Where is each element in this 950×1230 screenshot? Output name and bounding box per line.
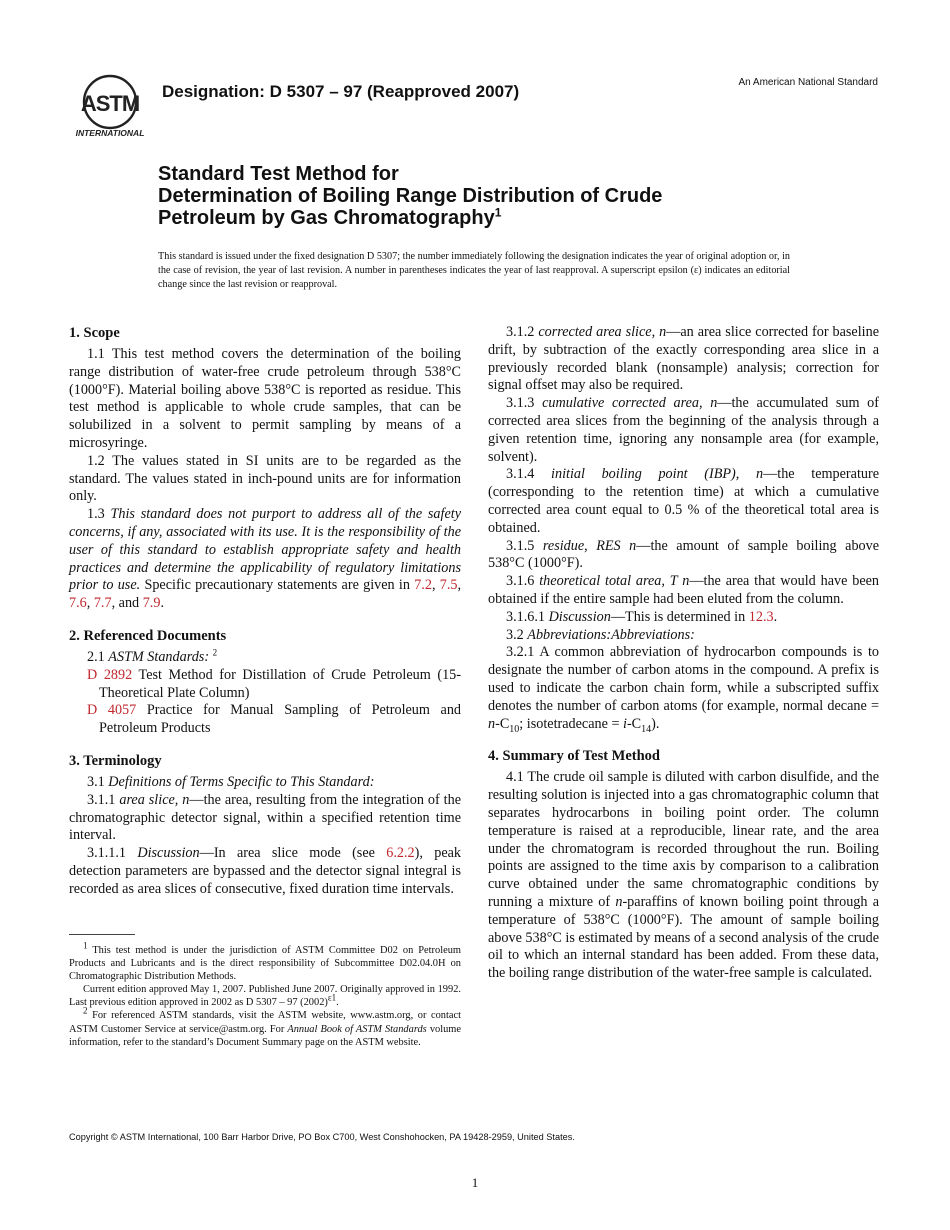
left-column [69, 324, 461, 899]
copyright: Copyright © ASTM International, 100 Barr Harbor Drive, PO Box C700, West Conshohocken, PA 19428-2959, United States. [69, 1132, 575, 1142]
scope-1-2: 1.2 The values stated in SI units are to be regarded as the standard. The values stated in inch-pound units are for information only. [69, 452, 461, 505]
ref-7-6[interactable]: 7.6 [69, 595, 87, 612]
link-d4057[interactable]: D 4057 [87, 702, 137, 719]
ref-doc-d2892: D 2892 Test Method for Distillation of Crude Petroleum (15-Theoretical Plate Column) [87, 666, 461, 701]
title-line-1: Standard Test Method for [158, 163, 399, 185]
term-3-1-1-1: 3.1.1.1 Discussion—In area slice mode (see 6.2.2), peak detection parameters are bypassed and the detector signal integral is recorded as area slices of consecutive, fixed duration time intervals. [69, 845, 462, 897]
title-footnote-mark: 1 [494, 205, 502, 220]
footnote-rule [69, 934, 135, 935]
scope-1-3: 1.3 This standard does not purport to address all of the safety concerns, if any, associated with its use. It is the responsibility of the user of this standard to establish appropriate safety and health practices and determine the applicability of regulatory limitations prior to use. Specific precautionary statements are given in 7.2, 7.5, 7.6, 7.7, and 7.9. [69, 506, 462, 612]
footnote-1-edition: Current edition approved May 1, 2007. Published June 2007. Originally approved in 1992. Last previous edition approved in 2002 as D 5307 – 97 $(2002)^{\varepsilon 1}$. [69, 984, 461, 1009]
term-3-1-4: 3.1.4 initial boiling point (IBP), n—the temperature (corresponding to the retention time) at which a cumulative corrected area count equal to 0.5 % of the theoretical total area is obtained. [488, 466, 879, 536]
logo-text: ASTM [80, 91, 140, 116]
summary-4-1: 4.1 The crude oil sample is diluted with carbon disulfide, and the resulting solution is injected into a gas chromatographic column that separates hydrocarbons in boiling point order. The column temperature is raised at a reproducible, linear rate, and the area under the chromatogram is recorded throughout the run. Boiling points are assigned to the time axis by comparison to a calibration curve obtained under the same chromatographic conditions by running a mixture of n-paraffins of known boiling point through a temperature of 538°C (1000°F). The amount of sample boiling above 538°C is estimated by means of a second analysis of the crude oil to which an internal standard has been added. From these data, the boiling range distribution of the water-free sample is calculated. [488, 769, 880, 982]
page-number: 1 [471, 1175, 479, 1190]
safety-statement: This standard does not purport to address all of the safety concerns, if any, associated with its use. It is the responsibility of the user of this standard to establish appropriate safety and health practices and determine the applicability of regulatory limitations prior to use. [69, 506, 461, 594]
scope-1-1: 1.1 This test method covers the determination of the boiling range distribution of water-free crude petroleum through 538°C (1000°F). Material boiling above 538°C is reported as residue. This test method is applicable to whole crude samples, that can be solubilized in a solvent to permit sampling by means of a microsyringe. [69, 346, 461, 451]
designation: Designation: D 5307 – 97 (Reapproved 2007) [162, 82, 520, 101]
summary-heading: 4. Summary of Test Method [488, 748, 660, 765]
ref-7-5[interactable]: 7.5 [439, 577, 458, 594]
terminology-heading: 3. Terminology [69, 752, 162, 769]
right-column [488, 324, 879, 983]
term-3-2-1: 3.2.1 A common abbreviation of hydrocarbon compounds is to designate the number of carbon atoms in the compound. A prefix is used to indicate the carbon chain form, while a subscripted suffix denotes the number of carbon atoms (for example, normal decane = $n-C_{10}$; isotetradecane = $i-C_{14}$). [488, 644, 879, 735]
national-standard-label: An American National Standard [738, 77, 878, 88]
issued-note: This standard is issued under the fixed designation D 5307; the number immediately following the designation indicates the year of original adoption or, in the case of revision, the year of last revision. A number in parentheses indicates the year of last reapproval. A superscript epsilon (ε) indicates an editorial change since the last revision or reapproval. [158, 251, 790, 290]
term-3-2: 3.2 Abbreviations:Abbreviations: [506, 626, 695, 643]
term-3-1: 3.1 Definitions of Terms Specific to This Standard: [87, 773, 375, 790]
ref-doc-d4057: D 4057 Practice for Manual Sampling of Petroleum and Petroleum Products [87, 702, 462, 737]
page-title [158, 163, 858, 229]
term-3-1-6: 3.1.6 theoretical total area, T n—the area that would have been obtained if the entire sample had been eluted from the column. [488, 573, 880, 607]
footnotes [69, 940, 461, 1049]
astm-logo [70, 74, 150, 138]
term-3-1-3: 3.1.3 cumulative corrected area, n—the accumulated sum of corrected area slices from the beginning of the analysis through a given retention time, ignoring any nonsample area (for example, solvent). [488, 395, 880, 465]
term-3-1-6-1: 3.1.6.1 Discussion—This is determined in 12.3. [506, 608, 778, 625]
ref-12-3[interactable]: 12.3 [748, 608, 774, 625]
ref-7-9[interactable]: 7.9 [142, 595, 161, 612]
ref-7-7[interactable]: 7.7 [93, 595, 112, 612]
link-d2892[interactable]: D 2892 [87, 666, 133, 683]
title-line-3: Petroleum by Gas Chromatography [158, 207, 495, 229]
ref-7-2[interactable]: 7.2 [414, 577, 432, 594]
footnote-1: $^1$ This test method is under the jurisdiction of ASTM Committee D02 on Petroleum Products and Lubricants and is the direct responsibility of Subcommittee D02.04.0H on Chromatographic Distribution Methods. [69, 940, 461, 983]
footnote-2: $^2$ For referenced ASTM standards, visit the ASTM website, www.astm.org, or contact ASTM Customer Service at service@astm.org. For Annual Book of ASTM Standards volume information, refer to the standard’s Document Summary page on the ASTM website. [69, 1006, 461, 1048]
term-3-1-5: 3.1.5 residue, RES n—the amount of sample boiling above 538°C (1000°F). [488, 537, 880, 572]
scope-heading: 1. Scope [69, 325, 120, 341]
logo-subtext: INTERNATIONAL [75, 128, 145, 138]
referenced-heading: 2. Referenced Documents [69, 627, 227, 644]
title-line-2: Determination of Boiling Range Distribution of Crude [158, 185, 663, 207]
astm-standards-label: 2.1 ASTM Standards: $^2$ [87, 647, 218, 665]
term-3-1-2: 3.1.2 corrected area slice, n—an area slice corrected for baseline drift, by subtraction of the exactly corresponding area slice in a previously recorded blank (nonsample) analysis; correction for signal offset may also be required. [488, 324, 879, 394]
term-3-1-1: 3.1.1 area slice, n—the area, resulting from the integration of the chromatographic detector signal, within a specified retention time interval. [69, 791, 461, 844]
ref-6-2-2[interactable]: 6.2.2 [386, 845, 415, 862]
